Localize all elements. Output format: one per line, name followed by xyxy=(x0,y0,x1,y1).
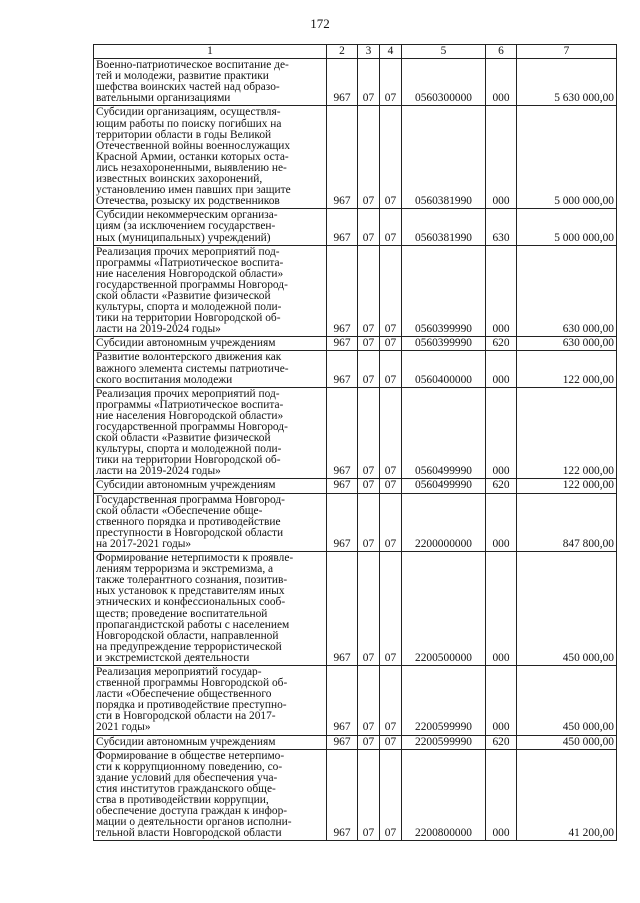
table-body xyxy=(94,59,617,841)
subsection-code: 07 xyxy=(380,245,402,337)
target-article-code: 2200000000 xyxy=(402,493,486,551)
table-row xyxy=(94,351,617,387)
description-line: сти в Новгородской области на 2017- xyxy=(96,710,276,723)
subsection-code: 07 xyxy=(380,387,402,479)
table-row xyxy=(94,387,617,479)
description-line: стия институтов гражданского обще- xyxy=(96,782,276,795)
section-code: 07 xyxy=(358,387,380,479)
target-article-code: 2200599990 xyxy=(402,665,486,735)
description-line: шефства воинских частей над образо- xyxy=(96,81,280,94)
description-line: Государственная программа Новгород- xyxy=(96,493,285,506)
ministry-code: 967 xyxy=(327,351,358,387)
table-row xyxy=(94,735,617,749)
budget-table xyxy=(93,44,617,841)
section-code: 07 xyxy=(358,337,380,351)
description-line: Отечественной войны военнослужащих xyxy=(96,139,291,152)
amount-value: 630 000,00 xyxy=(517,245,617,337)
ministry-code: 967 xyxy=(327,749,358,841)
target-article-code: 0560399990 xyxy=(402,245,486,337)
description-line: тики на территории Новгородской об- xyxy=(96,312,281,325)
subsection-code: 07 xyxy=(380,209,402,245)
expense-type-code: 630 xyxy=(486,209,517,245)
section-code: 07 xyxy=(358,245,380,337)
description-line: Реализация прочих мероприятий под- xyxy=(96,387,280,400)
description-line: Реализация мероприятий государ- xyxy=(96,665,262,678)
subsection-code: 07 xyxy=(380,552,402,666)
description-line: Субсидии автономным учреждениям xyxy=(96,479,276,492)
description-line: Субсидии автономным учреждениям xyxy=(96,735,276,748)
row-description xyxy=(94,749,327,841)
section-code: 07 xyxy=(358,106,380,209)
page-number: 172 xyxy=(310,16,330,31)
row-description xyxy=(94,665,327,735)
header-cell-7: 7 xyxy=(517,45,617,59)
description-line: ственной программы Новгородской об- xyxy=(96,677,288,690)
description-line: преступности в Новгородской области xyxy=(96,526,284,539)
row-description xyxy=(94,479,327,493)
description-line: Формирование нетерпимости к проявле- xyxy=(96,552,294,565)
ministry-code: 967 xyxy=(327,665,358,735)
description-line: ского воспитания молодежи xyxy=(96,373,233,386)
description-line: Красной Армии, останки которых оста- xyxy=(96,150,289,163)
target-article-code: 0560381990 xyxy=(402,106,486,209)
expense-type-code: 000 xyxy=(486,552,517,666)
ministry-code: 967 xyxy=(327,735,358,749)
description-line: сти к коррупционному поведению, со- xyxy=(96,760,283,773)
description-line: Военно-патриотическое воспитание де- xyxy=(96,59,289,72)
row-description xyxy=(94,337,327,351)
target-article-code: 0560399990 xyxy=(402,337,486,351)
description-line: циям (за исключением государствен- xyxy=(96,220,276,233)
table-row xyxy=(94,552,617,666)
target-article-code: 0560499990 xyxy=(402,479,486,493)
description-line: ства в противодействии коррупции, xyxy=(96,794,269,806)
amount-value: 41 200,00 xyxy=(517,749,617,841)
description-line: лись незахороненными, выявлению не- xyxy=(96,161,287,174)
row-description xyxy=(94,59,327,106)
description-line: на предупреждение террористической xyxy=(96,640,282,653)
subsection-code: 07 xyxy=(380,106,402,209)
description-line: тей и молодежи, развитие практики xyxy=(96,70,269,83)
subsection-code: 07 xyxy=(380,479,402,493)
description-line: вательными организациями xyxy=(96,92,231,105)
description-line: известных воинских захоронений, xyxy=(96,173,263,186)
ministry-code: 967 xyxy=(327,59,358,106)
description-line: 2021 годы» xyxy=(96,721,151,734)
row-description xyxy=(94,387,327,479)
expense-type-code: 000 xyxy=(486,387,517,479)
description-line: пропагандистской работы с населением xyxy=(96,618,290,631)
expense-type-code: 000 xyxy=(486,665,517,735)
description-line: этнических и конфессиональных сооб- xyxy=(96,596,286,609)
header-cell-6: 6 xyxy=(486,45,517,59)
target-article-code: 2200800000 xyxy=(402,749,486,841)
subsection-code: 07 xyxy=(380,59,402,106)
description-line: Развитие волонтерского движения как xyxy=(96,351,282,364)
description-line: важного элемента системы патриотиче- xyxy=(96,362,289,375)
subsection-code: 07 xyxy=(380,749,402,841)
row-description xyxy=(94,106,327,209)
description-line: ласти на 2019-2024 годы» xyxy=(96,323,221,336)
section-code: 07 xyxy=(358,552,380,666)
description-line: тики на территории Новгородской об- xyxy=(96,454,281,467)
description-line: ние населения Новгородской области» xyxy=(96,267,284,280)
table-row xyxy=(94,749,617,841)
header-cell-5: 5 xyxy=(402,45,486,59)
amount-value: 450 000,00 xyxy=(517,665,617,735)
description-line: государственной программы Новгород- xyxy=(96,421,288,433)
amount-value: 450 000,00 xyxy=(517,735,617,749)
row-description xyxy=(94,552,327,666)
row-description xyxy=(94,351,327,387)
target-article-code: 0560381990 xyxy=(402,209,486,245)
expense-type-code: 000 xyxy=(486,245,517,337)
description-line: на 2017-2021 годы» xyxy=(96,537,192,550)
expense-type-code: 000 xyxy=(486,59,517,106)
table-row xyxy=(94,59,617,106)
description-line: территории области в годы Великой xyxy=(96,128,272,141)
amount-value: 5 630 000,00 xyxy=(517,59,617,106)
ministry-code: 967 xyxy=(327,245,358,337)
target-article-code: 2200500000 xyxy=(402,552,486,666)
target-article-code: 0560400000 xyxy=(402,351,486,387)
ministry-code: 967 xyxy=(327,106,358,209)
amount-value: 122 000,00 xyxy=(517,387,617,479)
description-line: ласти «Обеспечение общественного xyxy=(96,688,272,701)
ministry-code: 967 xyxy=(327,209,358,245)
description-line: ласти на 2019-2024 годы» xyxy=(96,465,221,478)
description-line: ние населения Новгородской области» xyxy=(96,409,284,422)
section-code: 07 xyxy=(358,351,380,387)
description-line: ской области «Развитие физической xyxy=(96,289,271,302)
table-row xyxy=(94,106,617,209)
description-line: Новгородской области, направленной xyxy=(96,629,279,642)
header-cell-1: 1 xyxy=(94,45,327,59)
description-line: Формирование в обществе нетерпимо- xyxy=(96,749,285,762)
subsection-code: 07 xyxy=(380,493,402,551)
section-code: 07 xyxy=(358,493,380,551)
subsection-code: 07 xyxy=(380,735,402,749)
table-row xyxy=(94,479,617,493)
section-code: 07 xyxy=(358,735,380,749)
section-code: 07 xyxy=(358,59,380,106)
description-line: также толерантного сознания, позитив- xyxy=(96,574,288,587)
table-row xyxy=(94,337,617,351)
description-line: ской области «Развитие физической xyxy=(96,432,271,445)
subsection-code: 07 xyxy=(380,351,402,387)
header-cell-4: 4 xyxy=(380,45,402,59)
description-line: ных установок к представителям иных xyxy=(96,585,285,598)
row-description xyxy=(94,209,327,245)
description-line: ской области «Обеспечение обще- xyxy=(96,504,263,517)
expense-type-code: 000 xyxy=(486,351,517,387)
ministry-code: 967 xyxy=(327,387,358,479)
amount-value: 847 800,00 xyxy=(517,493,617,551)
description-line: здание условий для обеспечения уча- xyxy=(96,771,278,784)
description-line: ющим работы по поиску погибших на xyxy=(96,117,282,130)
description-line: государственной программы Новгород- xyxy=(96,278,288,291)
expense-type-code: 620 xyxy=(486,479,517,493)
subsection-code: 07 xyxy=(380,337,402,351)
header-row xyxy=(94,45,617,59)
description-line: культуры, спорта и молодежной поли- xyxy=(96,443,282,456)
expense-type-code: 000 xyxy=(486,749,517,841)
table-row xyxy=(94,209,617,245)
table-row xyxy=(94,493,617,551)
target-article-code: 0560499990 xyxy=(402,387,486,479)
amount-value: 122 000,00 xyxy=(517,479,617,493)
expense-type-code: 000 xyxy=(486,106,517,209)
expense-type-code: 000 xyxy=(486,493,517,551)
amount-value: 5 000 000,00 xyxy=(517,209,617,245)
description-line: ственного порядка и противодействие xyxy=(96,515,281,528)
amount-value: 450 000,00 xyxy=(517,552,617,666)
target-article-code: 2200599990 xyxy=(402,735,486,749)
description-line: Субсидии автономным учреждениям xyxy=(96,337,276,350)
description-line: и экстремистской деятельности xyxy=(96,651,250,664)
description-line: Реализация прочих мероприятий под- xyxy=(96,245,280,258)
subsection-code: 07 xyxy=(380,665,402,735)
row-description xyxy=(94,245,327,337)
description-line: мации о деятельности органов исполни- xyxy=(96,816,292,829)
description-line: ных (муниципальных) учреждений) xyxy=(96,231,271,244)
header-cell-3: 3 xyxy=(358,45,380,59)
section-code: 07 xyxy=(358,749,380,841)
description-line: порядка и противодействие преступно- xyxy=(96,699,287,712)
description-line: ществ; проведение воспитательной xyxy=(96,607,268,620)
description-line: установлению имен павших при защите xyxy=(96,184,291,197)
description-line: лениям терроризма и экстремизма, а xyxy=(96,563,274,576)
section-code: 07 xyxy=(358,209,380,245)
ministry-code: 967 xyxy=(327,479,358,493)
ministry-code: 967 xyxy=(327,552,358,666)
amount-value: 5 000 000,00 xyxy=(517,106,617,209)
amount-value: 630 000,00 xyxy=(517,337,617,351)
section-code: 07 xyxy=(358,479,380,493)
description-line: Субсидии организациям, осуществля- xyxy=(96,106,281,119)
description-line: программы «Патриотическое воспита- xyxy=(96,256,284,269)
target-article-code: 0560300000 xyxy=(402,59,486,106)
section-code: 07 xyxy=(358,665,380,735)
row-description xyxy=(94,735,327,749)
description-line: культуры, спорта и молодежной поли- xyxy=(96,301,282,314)
description-line: тельной власти Новгородской области xyxy=(96,827,282,840)
description-line: программы «Патриотическое воспита- xyxy=(96,398,284,411)
description-line: обеспечение доступа граждан к инфор- xyxy=(96,805,288,818)
expense-type-code: 620 xyxy=(486,735,517,749)
expense-type-code: 620 xyxy=(486,337,517,351)
ministry-code: 967 xyxy=(327,337,358,351)
row-description xyxy=(94,493,327,551)
ministry-code: 967 xyxy=(327,493,358,551)
description-line: Субсидии некоммерческим организа- xyxy=(96,209,278,222)
description-line: Отечества, розыску их родственников xyxy=(96,195,280,208)
header-cell-2: 2 xyxy=(327,45,358,59)
table-row xyxy=(94,245,617,337)
amount-value: 122 000,00 xyxy=(517,351,617,387)
table-row xyxy=(94,665,617,735)
